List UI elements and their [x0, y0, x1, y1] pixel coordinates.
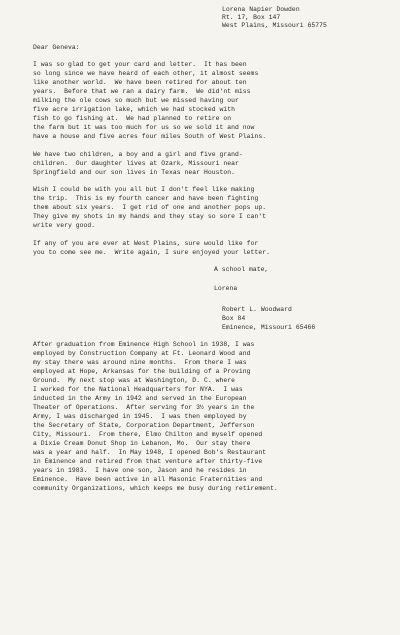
text-line: the Secretary of State, Corporation Department, Jefferson [33, 422, 255, 429]
text-line: Wish I could be with you all but I don't feel like making [33, 186, 255, 193]
text-line: have a house and five acres four miles South of West Plains. [33, 133, 267, 140]
sender-city: West Plains, Missouri 65775 [222, 22, 327, 29]
text-line: years. Before that we ran a dairy farm. We did'nt miss [33, 88, 251, 95]
text-line: the farm but it was too much for us so we sold it and now [33, 124, 255, 131]
text-line: community Organizations, which keeps me busy during retirement. [33, 485, 278, 492]
text-line: the trip. This is my fourth cancer and have been fighting [33, 195, 259, 202]
text-line: so long since we have heard of each other, it almost seems [33, 70, 259, 77]
text-line: years in 1983. I have one son, Jason and he resides in [33, 467, 247, 474]
text-line: After graduation from Eminence High School in 1938, I was [33, 341, 255, 348]
salutation: Dear Geneva: [33, 44, 80, 51]
text-line: City, Missouri. From there, Elmo Chilton and myself opened [33, 431, 263, 438]
text-line: five acre irrigation lake, which we had stocked with [33, 106, 236, 113]
text-line: inducted in the Army in 1942 and served in the European [33, 395, 247, 402]
address-city: Eminence, Missouri 65466 [222, 324, 316, 331]
text-line: my stay there was around nine months. From there I was [33, 359, 247, 366]
text-line: I worked for the National Headquarters for NYA. I was [33, 386, 243, 393]
text-line: They give my shots in my hands and they stay so sore I can't [33, 213, 267, 220]
text-line: I was so glad to get your card and letter. It has been [33, 61, 247, 68]
address-box: Box 84 [222, 315, 246, 322]
text-line: was a year and half. In May 1948, I opened Bob's Restaurant [33, 449, 267, 456]
text-line: Springfield and our son lives in Texas near Houston. [33, 169, 236, 176]
text-line: milking the ole cows so much but we missed having our [33, 97, 239, 104]
text-line: employed at Hope, Arkansas for the building of a Proving [33, 368, 251, 375]
text-line: If any of you are ever at West Plains, sure would like for [33, 240, 259, 247]
sender-name: Lorena Napier Dowden [222, 6, 300, 13]
text-line: fish to go fishing at. We had planned to retire on [33, 115, 232, 122]
text-line: employed by Construction Company at Ft. Leonard Wood and [33, 350, 251, 357]
signature-name: Lorena [214, 285, 238, 292]
text-line: Eminence. Have been active in all Masonic Fraternities and [33, 476, 263, 483]
text-line: Army, I was discharged in 1945. I was then employed by [33, 413, 247, 420]
text-line: a Dixie Cream Donut Shop in Lebanon, Mo. Our stay there [33, 440, 251, 447]
text-line: write very good. [33, 222, 96, 229]
text-line: We have two children, a boy and a girl and five grand- [33, 151, 243, 158]
text-line: children. Our daughter lives at Ozark, Missouri near [33, 160, 239, 167]
closing: A school mate, [214, 266, 269, 273]
sender-street: Rt. 17, Box 147 [222, 14, 281, 21]
text-line: Ground. My next stop was at Washington, D. C. where [33, 377, 236, 384]
text-line: in Eminence and retired from that venture after thirty-five [33, 458, 263, 465]
text-line: them about six years. I get rid of one and another pops up. [33, 204, 267, 211]
text-line: Theater of Operations. After serving for 3½ years in the [33, 404, 255, 411]
address-name: Robert L. Woodward [222, 306, 292, 313]
text-line: you to come see me. Write again, I sure enjoyed your letter. [33, 249, 270, 256]
text-line: like another world. We have been retired for about ten [33, 79, 247, 86]
